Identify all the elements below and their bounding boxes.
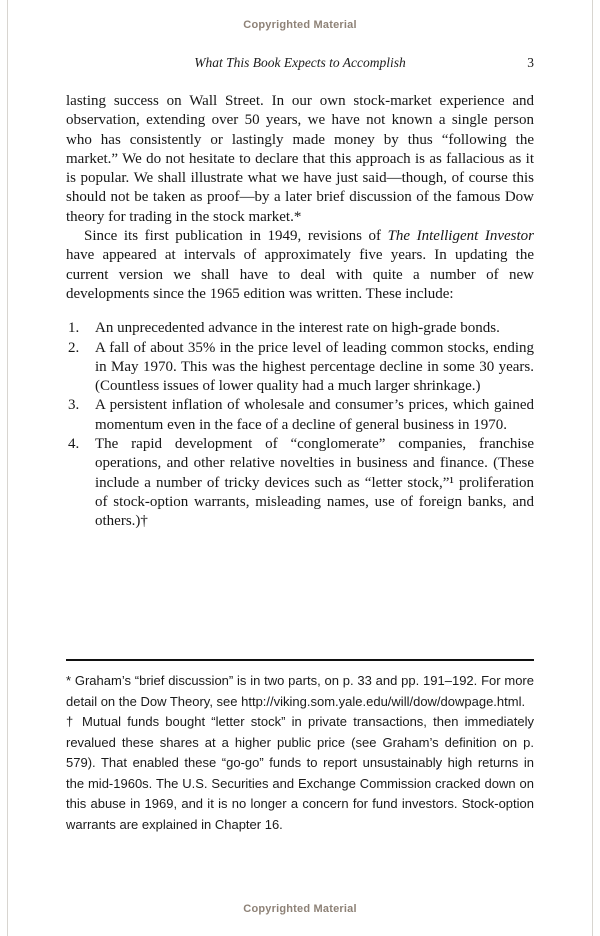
paragraph-1: lasting success on Wall Street. In our own stock-market experience and observation, extending over 50 years, we have not known a single person who has consistently or lastingly made money by thus “following the market.” We do not hesitate to declare that this approach is as fallacious as it is popular. We shall illustrate what we have just said—though, of course this should not be taken as proof—by a later brief discussion of the famous Dow theory for trading in the stock market.* (66, 93, 534, 225)
numbered-list (66, 319, 534, 531)
list-item-text: An unprecedented advance in the interest rate on high-grade bonds. (95, 320, 500, 337)
footnotes (66, 671, 534, 835)
body-text (66, 92, 534, 532)
footnote-asterisk: * Graham’s “brief discussion” is in two parts, on p. 33 and pp. 191–192. For more detail on the Dow Theory, see http://viking.som.yale.edu/will/dow/dowpage.html. (66, 673, 534, 709)
list-item (66, 396, 534, 435)
page-edge-left (7, 0, 8, 936)
list-item-number: 2. (68, 339, 80, 356)
footnote-divider (66, 659, 534, 661)
list-item (66, 319, 534, 338)
footnote-dagger: † Mutual funds bought “letter stock” in private transactions, then immediately revalued these shares at a higher public price (see Graham’s definition on p. 579). That enabled these “go-go” funds to report unsustainably high returns in the mid-1960s. The U.S. Securities and Exchange Commission cracked down on this abuse in 1969, and it is no longer a concern for fund investors. Stock-option warrants are explained in Chapter 16. (66, 714, 534, 832)
list-item-text: A persistent inflation of wholesale and consumer’s prices, which gained momentum even in the face of a decline of general business in 1970. (95, 397, 534, 433)
copyright-notice-top: Copyrighted Material (243, 19, 357, 31)
paragraph-2 (66, 227, 534, 304)
list-item (66, 339, 534, 397)
list-item-text: The rapid development of “conglomerate” companies, franchise operations, and other relative novelties in business and finance. (These include a number of tricky devices such as “letter stock,”¹ proliferation of stock-option warrants, misleading names, use of foreign banks, and others.)† (95, 436, 534, 530)
book-title-italic: The Intelligent Investor (387, 228, 534, 245)
list-item-number: 4. (68, 436, 80, 453)
paragraph-2-text: Since its first publication in 1949, revisions of (84, 228, 388, 245)
copyright-notice-bottom: Copyrighted Material (243, 903, 357, 915)
page-number: 3 (527, 55, 534, 70)
list-item-number: 1. (68, 320, 80, 337)
running-head: What This Book Expects to Accomplish (194, 55, 406, 70)
list-item (66, 435, 534, 531)
page-header (66, 55, 534, 71)
page-edge-right (592, 0, 593, 936)
list-item-number: 3. (68, 397, 80, 414)
list-item-text: A fall of about 35% in the price level of leading common stocks, ending in May 1970. This was the highest percentage decline in some 30 years. (Countless issues of lower quality had a much larger shrinkage.) (95, 339, 534, 395)
paragraph-2-text-cont: have appeared at intervals of approximately five years. In updating the current version we shall have to deal with quite a number of new developments since the 1965 edition was written. These include: (66, 247, 534, 302)
